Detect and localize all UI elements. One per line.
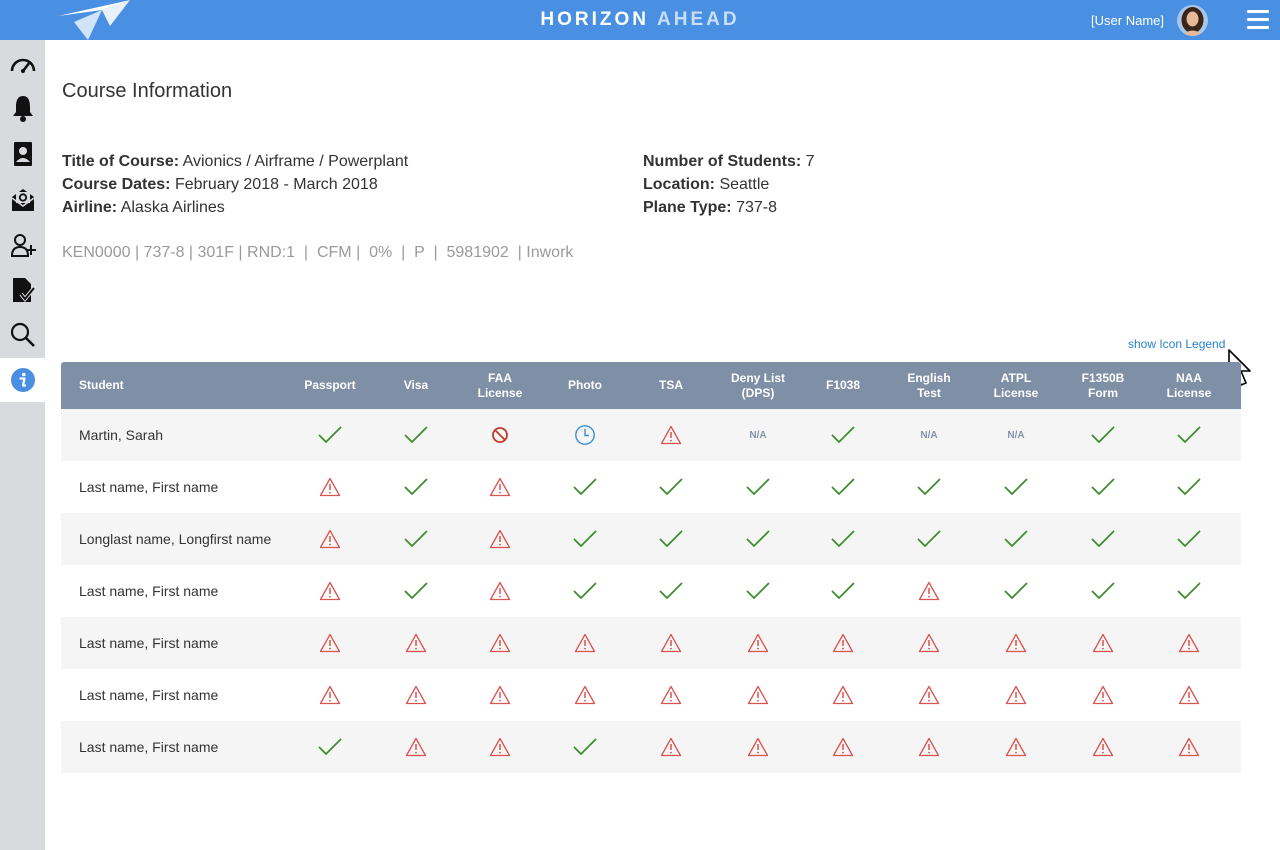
check-icon [745,581,771,601]
status-cell-faa[interactable] [470,721,530,773]
avatar[interactable] [1177,5,1208,36]
status-cell-tsa[interactable] [641,513,701,565]
sidebar-item-dashboard[interactable] [0,42,45,86]
status-cell-atpl[interactable] [986,565,1046,617]
warning-icon [405,737,427,757]
location-value: Seattle [719,176,770,193]
status-cell-f1038[interactable] [813,513,873,565]
table-row[interactable] [61,721,1241,773]
sidebar-item-notifications[interactable] [0,86,45,130]
student-name[interactable]: Longlast name, Longfirst name [79,531,272,547]
check-icon [658,477,684,497]
student-name[interactable]: Martin, Sarah [79,427,164,443]
warning-icon [918,581,940,601]
status-cell-faa[interactable] [470,565,530,617]
user-name[interactable]: [User Name] [1091,13,1164,28]
warning-icon [319,529,341,549]
warning-icon [574,685,596,705]
sidebar-item-directory[interactable] [0,132,45,176]
check-icon [830,529,856,549]
check-icon [403,581,429,601]
check-icon [317,737,343,757]
status-cell-f1038[interactable] [813,565,873,617]
status-cell-english[interactable] [899,409,959,461]
status-cell-tsa[interactable] [641,721,701,773]
check-icon [572,737,598,757]
column-header-photo[interactable]: Photo [568,378,602,392]
check-icon [745,529,771,549]
column-header-tsa[interactable]: TSA [659,378,683,392]
warning-icon [1005,633,1027,653]
check-icon [830,477,856,497]
plane-type-line [643,196,815,219]
students-line [643,150,815,173]
location-line [643,173,815,196]
speedometer-icon [10,54,36,74]
column-header-atpl[interactable]: ATPL License [993,370,1039,400]
status-cell-tsa[interactable] [641,409,701,461]
sidebar-item-add-user[interactable] [0,223,45,267]
not-applicable-badge: N/A [920,429,938,441]
status-cell-faa[interactable] [470,461,530,513]
table-row[interactable] [61,617,1241,669]
status-cell-photo[interactable] [555,461,615,513]
status-cell-f1350b[interactable] [1073,461,1133,513]
info-icon [11,368,35,392]
bell-icon [11,94,35,122]
warning-icon [747,685,769,705]
check-icon [1003,529,1029,549]
status-cell-naa[interactable] [1159,617,1219,669]
warning-icon [1092,737,1114,757]
students-value: 7 [805,153,815,170]
student-status-table [61,362,1241,773]
table-row[interactable] [61,669,1241,721]
status-cell-atpl[interactable] [986,721,1046,773]
status-cell-f1038[interactable] [813,461,873,513]
course-info-right [643,150,815,219]
check-icon [1090,477,1116,497]
status-cell-deny[interactable] [728,513,788,565]
status-cell-f1038[interactable] [813,721,873,773]
warning-icon [1005,685,1027,705]
status-cell-photo[interactable] [555,565,615,617]
status-cell-atpl[interactable] [986,513,1046,565]
status-cell-visa[interactable] [386,409,446,461]
warning-icon [489,685,511,705]
plane-type-label: Plane Type: [643,199,732,216]
warning-icon [319,581,341,601]
column-header-english[interactable]: English Test [907,370,951,400]
column-header-f1350b[interactable]: F1350B Form [1081,370,1125,400]
warning-icon [918,737,940,757]
check-icon [403,477,429,497]
status-cell-deny[interactable] [728,617,788,669]
blocked-icon [491,426,509,444]
column-header-faa[interactable]: FAA License [477,370,523,400]
warning-icon [319,477,341,497]
not-applicable-badge: N/A [1007,429,1025,441]
warning-icon [747,633,769,653]
check-icon [1090,581,1116,601]
course-title-value: Avionics / Airframe / Powerplant [182,153,409,170]
status-cell-f1038[interactable] [813,409,873,461]
table-row[interactable] [61,513,1241,565]
status-cell-atpl[interactable] [986,669,1046,721]
warning-icon [405,633,427,653]
table-header [61,362,1241,409]
warning-icon [832,685,854,705]
sidebar [0,40,45,850]
column-header-passport[interactable]: Passport [304,378,356,392]
warning-icon [918,633,940,653]
status-cell-faa[interactable] [470,513,530,565]
status-cell-faa[interactable] [470,617,530,669]
status-cell-deny[interactable] [728,669,788,721]
status-cell-naa[interactable] [1159,461,1219,513]
status-cell-visa[interactable] [386,721,446,773]
check-icon [745,477,771,497]
status-cell-english[interactable] [899,617,959,669]
sidebar-item-messages[interactable] [0,178,45,222]
plane-type-value: 737-8 [736,199,777,216]
status-cell-deny[interactable] [728,565,788,617]
table-row[interactable] [61,565,1241,617]
status-cell-visa[interactable] [386,565,446,617]
column-header-deny[interactable]: Deny List (DPS) [730,370,785,400]
status-cell-faa[interactable] [470,669,530,721]
status-cell-naa[interactable] [1159,669,1219,721]
check-icon [916,529,942,549]
student-name[interactable]: Last name, First name [79,739,219,755]
table-row[interactable] [61,461,1241,513]
warning-icon [918,685,940,705]
check-icon [317,425,343,445]
mail-at-icon [10,187,36,213]
status-cell-f1350b[interactable] [1073,513,1133,565]
warning-icon [319,633,341,653]
warning-icon [1092,633,1114,653]
student-name[interactable]: Last name, First name [79,635,219,651]
warning-icon [1005,737,1027,757]
status-cell-passport[interactable] [300,409,360,461]
warning-icon [1178,685,1200,705]
warning-icon [832,633,854,653]
status-cell-deny[interactable] [728,721,788,773]
clock-icon [574,424,596,446]
warning-icon [489,581,511,601]
warning-icon [489,737,511,757]
check-icon [658,529,684,549]
status-cell-english[interactable] [899,513,959,565]
course-title-label: Title of Course: [62,153,180,170]
warning-icon [1178,737,1200,757]
sidebar-item-search[interactable] [0,313,45,357]
column-header-visa[interactable]: Visa [403,378,429,392]
course-info-left [62,150,408,219]
course-dates-label: Course Dates: [62,176,171,193]
column-header-student[interactable]: Student [79,378,124,392]
warning-icon [405,685,427,705]
warning-icon [832,737,854,757]
status-cell-photo[interactable] [555,513,615,565]
status-cell-f1350b[interactable] [1073,617,1133,669]
check-icon [1176,529,1202,549]
status-cell-english[interactable] [899,461,959,513]
warning-icon [319,685,341,705]
status-cell-naa[interactable] [1159,721,1219,773]
status-cell-tsa[interactable] [641,669,701,721]
warning-icon [1092,685,1114,705]
status-cell-naa[interactable] [1159,409,1219,461]
document-check-icon [11,277,35,303]
warning-icon [489,477,511,497]
status-cell-deny[interactable] [728,409,788,461]
brand-secondary: AHEAD [657,9,740,30]
status-cell-photo[interactable] [555,409,615,461]
brand-primary: HORIZON [540,9,650,30]
status-cell-passport[interactable] [300,721,360,773]
warning-icon [660,737,682,757]
column-header-naa[interactable]: NAA License [1166,370,1212,400]
check-icon [1003,477,1029,497]
status-cell-passport[interactable] [300,513,360,565]
status-cell-visa[interactable] [386,513,446,565]
check-icon [572,477,598,497]
status-cell-photo[interactable] [555,721,615,773]
check-icon [916,477,942,497]
check-icon [403,425,429,445]
check-icon [830,581,856,601]
status-cell-photo[interactable] [555,617,615,669]
airline-label: Airline: [62,199,118,216]
status-cell-deny[interactable] [728,461,788,513]
brand-title [0,0,1280,40]
student-name[interactable]: Last name, First name [79,583,219,599]
status-cell-atpl[interactable] [986,461,1046,513]
show-icon-legend-link[interactable]: show Icon Legend [1128,337,1226,351]
status-cell-visa[interactable] [386,617,446,669]
status-cell-f1350b[interactable] [1073,721,1133,773]
status-cell-f1350b[interactable] [1073,669,1133,721]
airline-line [62,196,408,219]
status-cell-english[interactable] [899,669,959,721]
status-cell-english[interactable] [899,721,959,773]
check-icon [572,581,598,601]
contact-book-icon [12,141,34,167]
course-title-line [62,150,408,173]
status-cell-passport[interactable] [300,565,360,617]
check-icon [1176,425,1202,445]
warning-icon [660,685,682,705]
sidebar-item-documents[interactable] [0,268,45,312]
status-cell-f1038[interactable] [813,669,873,721]
warning-icon [747,737,769,757]
check-icon [658,581,684,601]
sidebar-item-info[interactable] [0,358,45,402]
top-bar [0,0,1280,40]
status-cell-passport[interactable] [300,461,360,513]
check-icon [1090,425,1116,445]
warning-icon [489,633,511,653]
check-icon [830,425,856,445]
status-cell-tsa[interactable] [641,461,701,513]
hamburger-menu-icon[interactable] [1247,10,1269,30]
status-cell-naa[interactable] [1159,565,1219,617]
status-cell-naa[interactable] [1159,513,1219,565]
status-cell-visa[interactable] [386,669,446,721]
location-label: Location: [643,176,715,193]
status-cell-f1350b[interactable] [1073,565,1133,617]
status-cell-f1038[interactable] [813,617,873,669]
course-dates-value: February 2018 - March 2018 [174,176,378,193]
table-body [61,409,1241,773]
status-cell-tsa[interactable] [641,617,701,669]
students-label: Number of Students: [643,153,802,170]
status-cell-photo[interactable] [555,669,615,721]
check-icon [403,529,429,549]
airline-value: Alaska Airlines [120,199,225,216]
warning-icon [1178,633,1200,653]
course-meta-line: KEN0000 | 737-8 | 301F | RND:1 | CFM | 0% | P | 5981902 | Inwork [62,244,574,261]
status-cell-english[interactable] [899,565,959,617]
status-cell-faa[interactable] [470,409,530,461]
add-user-icon [10,232,36,258]
status-cell-atpl[interactable] [986,409,1046,461]
check-icon [572,529,598,549]
status-cell-f1350b[interactable] [1073,409,1133,461]
check-icon [1003,581,1029,601]
warning-icon [660,633,682,653]
warning-icon [660,425,682,445]
status-cell-passport[interactable] [300,617,360,669]
status-cell-tsa[interactable] [641,565,701,617]
column-header-f1038[interactable]: F1038 [825,378,861,392]
warning-icon [574,633,596,653]
check-icon [1176,477,1202,497]
warning-icon [489,529,511,549]
search-icon [10,322,36,348]
status-cell-passport[interactable] [300,669,360,721]
status-cell-visa[interactable] [386,461,446,513]
not-applicable-badge: N/A [749,429,767,441]
course-dates-line [62,173,408,196]
check-icon [1090,529,1116,549]
student-name[interactable]: Last name, First name [79,687,219,703]
page-title: Course Information [62,80,233,102]
check-icon [1176,581,1202,601]
table-row[interactable] [61,409,1241,461]
status-cell-atpl[interactable] [986,617,1046,669]
student-name[interactable]: Last name, First name [79,479,219,495]
